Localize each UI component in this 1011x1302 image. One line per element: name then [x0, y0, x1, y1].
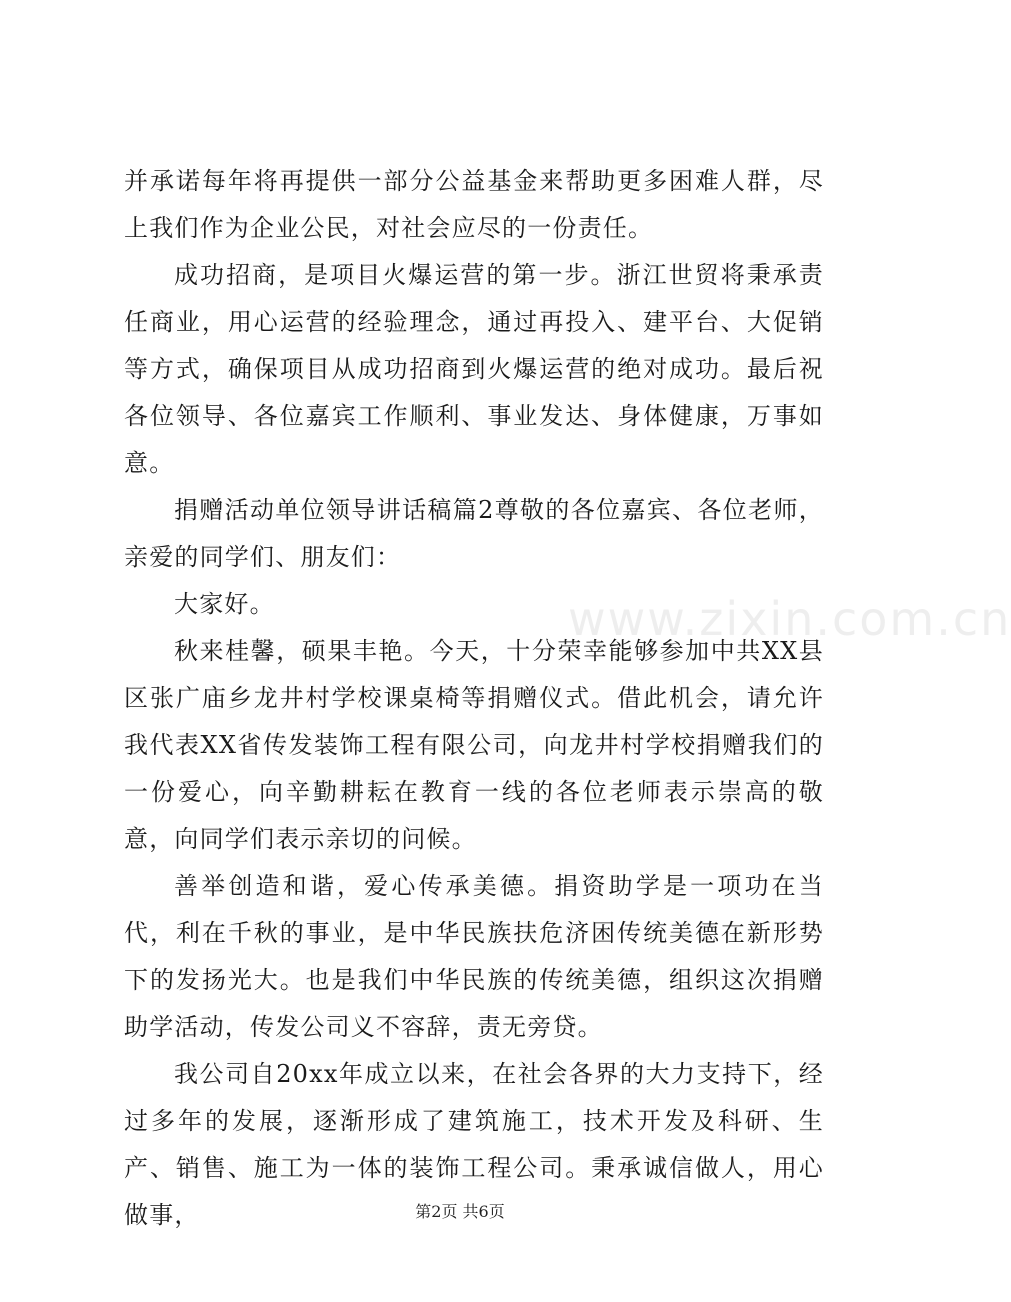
watermark: www.zixin.com.cn: [568, 592, 1011, 646]
paragraph: 秋来桂馨，硕果丰艳。今天，十分荣幸能够参加中共XX县区张广庙乡龙井村学校课桌椅等捐赠仪式。借此机会，请允许我代表XX省传发装饰工程有限公司，向龙井村学校捐赠我们的一份爱心，向辛勤耕耘在教育一线的各位老师表示崇高的敬意，向同学们表示亲切的问候。: [124, 637, 824, 853]
paragraph: 我公司自20xx年成立以来，在社会各界的大力支持下，经过多年的发展，逐渐形成了建筑施工，技术开发及科研、生产、销售、施工为一体的装饰工程公司。秉承诚信做人，用心做事，: [124, 1060, 824, 1229]
paragraph: 成功招商，是项目火爆运营的第一步。浙江世贸将秉承责任商业，用心运营的经验理念，通过再投入、建平台、大促销等方式，确保项目从成功招商到火爆运营的绝对成功。最后祝各位领导、各位嘉宾工作顺利、事业发达、身体健康，万事如意。: [124, 261, 824, 477]
paragraph-continuation: 并承诺每年将再提供一部分公益基金来帮助更多困难人群，尽上我们作为企业公民，对社会应尽的一份责任。: [124, 167, 824, 242]
paragraph-heading-line: 捐赠活动单位领导讲话稿篇2尊敬的各位嘉宾、各位老师，亲爱的同学们、朋友们：: [124, 496, 824, 571]
paragraph: 善举创造和谐，爱心传承美德。捐资助学是一项功在当代，利在千秋的事业，是中华民族扶危济困传统美德在新形势下的发扬光大。也是我们中华民族的传统美德，组织这次捐赠助学活动，传发公司义不容辞，责无旁贷。: [124, 872, 824, 1041]
paragraph-greeting: 大家好。: [174, 590, 275, 618]
document-body: [124, 158, 824, 1239]
page-number-footer: 第2页 共6页: [415, 1202, 505, 1221]
